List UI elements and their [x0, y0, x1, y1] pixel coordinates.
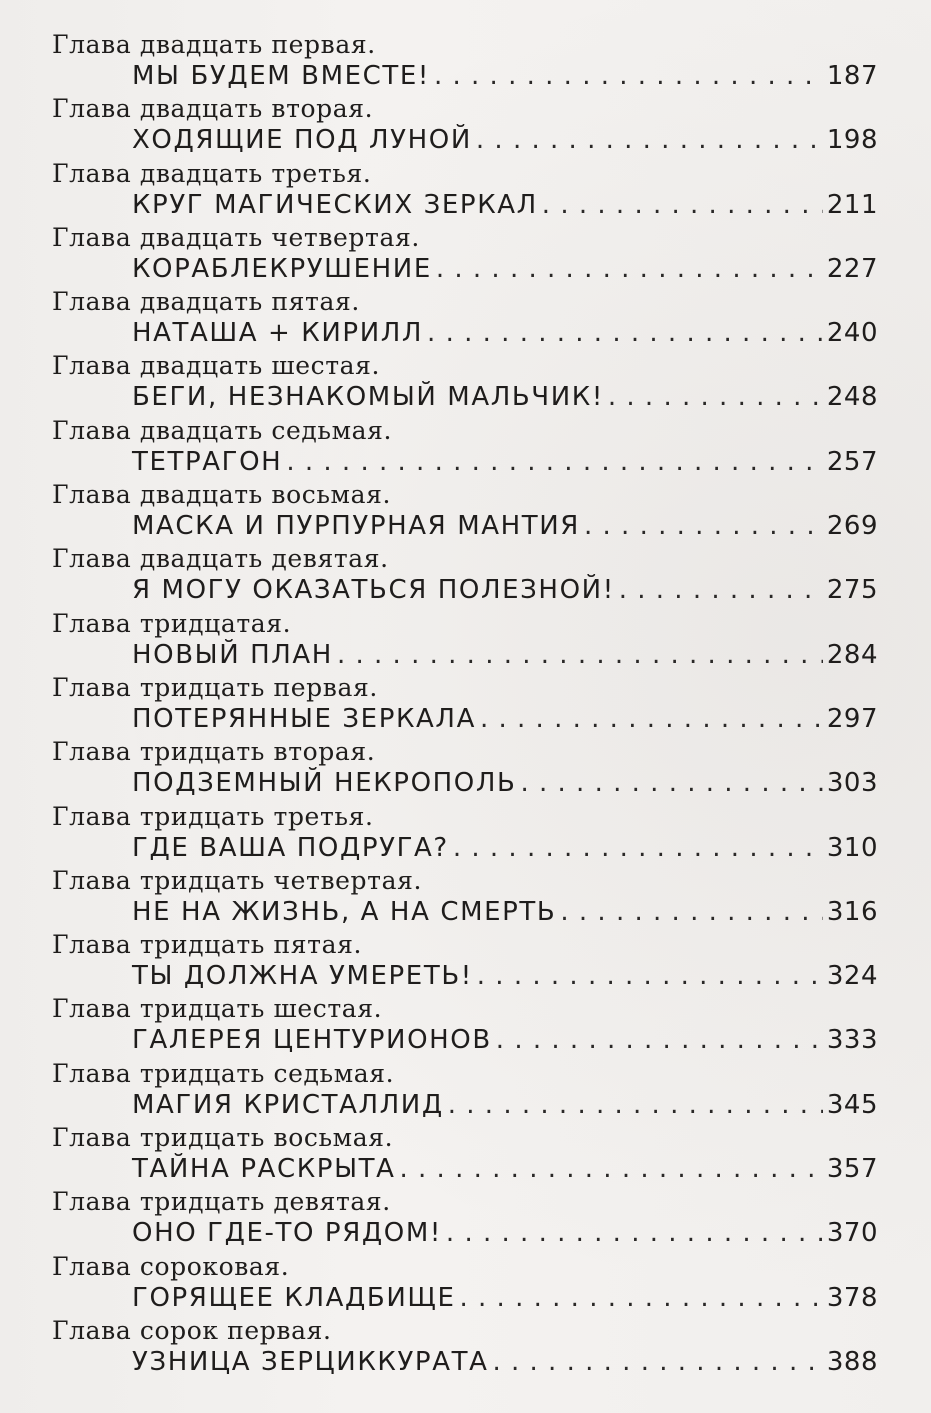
page-number: 248 [826, 382, 878, 413]
chapter-label: Глава тридцать восьмая. [52, 1123, 394, 1153]
toc-entry [52, 671, 882, 735]
chapter-label: Глава двадцать вторая. [52, 94, 374, 124]
toc-entry [52, 1314, 882, 1378]
dot-leader [399, 1153, 822, 1185]
toc-line [132, 446, 878, 478]
toc-entry [52, 928, 882, 992]
page-number: 187 [826, 61, 878, 91]
chapter-label: Глава тридцать девятая. [52, 1187, 391, 1217]
page-number: 378 [826, 1282, 878, 1313]
toc-line [132, 381, 878, 413]
toc-entry [52, 992, 882, 1056]
dot-leader [542, 189, 823, 221]
toc-entry [52, 478, 882, 542]
table-of-contents [52, 28, 882, 1378]
toc-entry [52, 1057, 882, 1121]
chapter-label: Глава двадцать третья. [52, 158, 372, 188]
dot-leader [480, 703, 823, 735]
toc-entry [52, 1121, 882, 1185]
chapter-title: Я МОГУ ОКАЗАТЬСЯ ПОЛЕЗНОЙ! [132, 575, 615, 606]
dot-leader [436, 253, 823, 285]
page-number: 240 [826, 318, 878, 349]
chapter-label: Глава тридцать вторая. [52, 737, 376, 767]
toc-entry [52, 285, 882, 349]
dot-leader [560, 896, 823, 928]
chapter-title: ТЕТРАГОН [132, 446, 283, 477]
toc-line [132, 574, 878, 606]
chapter-label: Глава сорок первая. [52, 1315, 332, 1345]
page-number: 310 [826, 832, 878, 863]
chapter-label: Глава двадцать восьмая. [52, 480, 392, 510]
page-number: 316 [826, 896, 878, 927]
dot-leader [476, 124, 823, 156]
page-number: 198 [826, 125, 878, 156]
toc-line [132, 1024, 878, 1056]
page-number: 297 [826, 703, 878, 734]
toc-entry [52, 1250, 882, 1314]
dot-leader [459, 1282, 822, 1314]
chapter-title: БЕГИ, НЕЗНАКОМЫЙ МАЛЬЧИК! [132, 382, 604, 413]
page-number: 370 [826, 1218, 878, 1249]
page-number: 211 [826, 189, 878, 220]
page-number: 357 [826, 1154, 878, 1185]
chapter-label: Глава тридцать первая. [52, 672, 378, 702]
page-number: 284 [826, 639, 878, 670]
chapter-label: Глава двадцать четвертая. [52, 222, 420, 252]
chapter-label: Глава тридцать четвертая. [52, 865, 423, 895]
page-number: 275 [826, 575, 878, 606]
chapter-title: МАГИЯ КРИСТАЛЛИД [132, 1089, 444, 1120]
chapter-title: НОВЫЙ ПЛАН [132, 639, 333, 670]
toc-line [132, 1153, 878, 1185]
dot-leader [427, 317, 823, 349]
chapter-label: Глава тридцать шестая. [52, 994, 383, 1024]
chapter-title: ГАЛЕРЕЯ ЦЕНТУРИОНОВ [132, 1025, 492, 1056]
chapter-title: МАСКА И ПУРПУРНАЯ МАНТИЯ [132, 511, 580, 542]
chapter-title: КОРАБЛЕКРУШЕНИЕ [132, 253, 432, 284]
chapter-label: Глава двадцать первая. [52, 30, 376, 59]
toc-entry [52, 414, 882, 478]
chapter-label: Глава тридцать пятая. [52, 930, 363, 960]
toc-line [132, 1346, 878, 1378]
chapter-title: ГДЕ ВАША ПОДРУГА? [132, 832, 449, 863]
dot-leader [619, 574, 823, 606]
chapter-title: ХОДЯЩИЕ ПОД ЛУНОЙ [132, 125, 472, 156]
chapter-label: Глава сороковая. [52, 1251, 290, 1281]
dot-leader [520, 767, 822, 799]
toc-entry [52, 157, 882, 221]
page-number: 324 [826, 961, 878, 992]
chapter-label: Глава двадцать шестая. [52, 351, 381, 381]
page-number: 388 [826, 1346, 878, 1377]
dot-leader [448, 1089, 823, 1121]
dot-leader [496, 1024, 823, 1056]
toc-entry [52, 542, 882, 606]
toc-line [132, 767, 878, 799]
chapter-title: МЫ БУДЕМ ВМЕСТЕ! [132, 61, 430, 91]
toc-line [132, 639, 878, 671]
chapter-label: Глава двадцать седьмая. [52, 415, 393, 445]
page-number: 345 [826, 1089, 878, 1120]
toc-entry [52, 735, 882, 799]
toc-entry [52, 92, 882, 156]
chapter-title: УЗНИЦА ЗЕРЦИККУРАТА [132, 1346, 489, 1377]
dot-leader [584, 510, 823, 542]
chapter-label: Глава тридцать третья. [52, 801, 374, 831]
chapter-title: НЕ НА ЖИЗНЬ, А НА СМЕРТЬ [132, 896, 557, 927]
page-number: 303 [826, 768, 878, 799]
dot-leader [446, 1217, 823, 1249]
toc-line [132, 60, 878, 92]
toc-entry [52, 1185, 882, 1249]
dot-leader [434, 60, 823, 92]
dot-leader [286, 446, 823, 478]
chapter-title: НАТАША + КИРИЛЛ [132, 318, 424, 349]
toc-entry [52, 800, 882, 864]
chapter-title: КРУГ МАГИЧЕСКИХ ЗЕРКАЛ [132, 189, 538, 220]
toc-entry [52, 607, 882, 671]
chapter-title: ОНО ГДЕ-ТО РЯДОМ! [132, 1218, 442, 1249]
toc-line [132, 317, 878, 349]
dot-leader [608, 381, 823, 413]
chapter-label: Глава тридцать седьмая. [52, 1058, 395, 1088]
page-number: 227 [826, 253, 878, 284]
toc-entry [52, 28, 882, 92]
toc-line [132, 1089, 878, 1121]
dot-leader [337, 639, 823, 671]
toc-line [132, 1282, 878, 1314]
chapter-label: Глава двадцать девятая. [52, 544, 389, 574]
toc-line [132, 832, 878, 864]
toc-line [132, 960, 878, 992]
chapter-title: ТЫ ДОЛЖНА УМЕРЕТЬ! [132, 961, 473, 992]
chapter-title: ТАЙНА РАСКРЫТА [132, 1154, 396, 1185]
toc-line [132, 124, 878, 156]
toc-line [132, 510, 878, 542]
toc-line [132, 1217, 878, 1249]
toc-line [132, 253, 878, 285]
page-number: 333 [826, 1025, 878, 1056]
page-number: 269 [826, 511, 878, 542]
dot-leader [492, 1346, 822, 1378]
dot-leader [453, 832, 823, 864]
chapter-title: ПОДЗЕМНЫЙ НЕКРОПОЛЬ [132, 768, 517, 799]
dot-leader [477, 960, 823, 992]
page-number: 257 [826, 446, 878, 477]
chapter-title: ПОТЕРЯННЫЕ ЗЕРКАЛА [132, 703, 476, 734]
chapter-title: ГОРЯЩЕЕ КЛАДБИЩЕ [132, 1282, 456, 1313]
toc-line [132, 896, 878, 928]
chapter-label: Глава тридцатая. [52, 608, 292, 638]
toc-line [132, 703, 878, 735]
toc-entry [52, 864, 882, 928]
toc-entry [52, 349, 882, 413]
toc-line [132, 189, 878, 221]
chapter-label: Глава двадцать пятая. [52, 287, 360, 317]
toc-entry [52, 221, 882, 285]
